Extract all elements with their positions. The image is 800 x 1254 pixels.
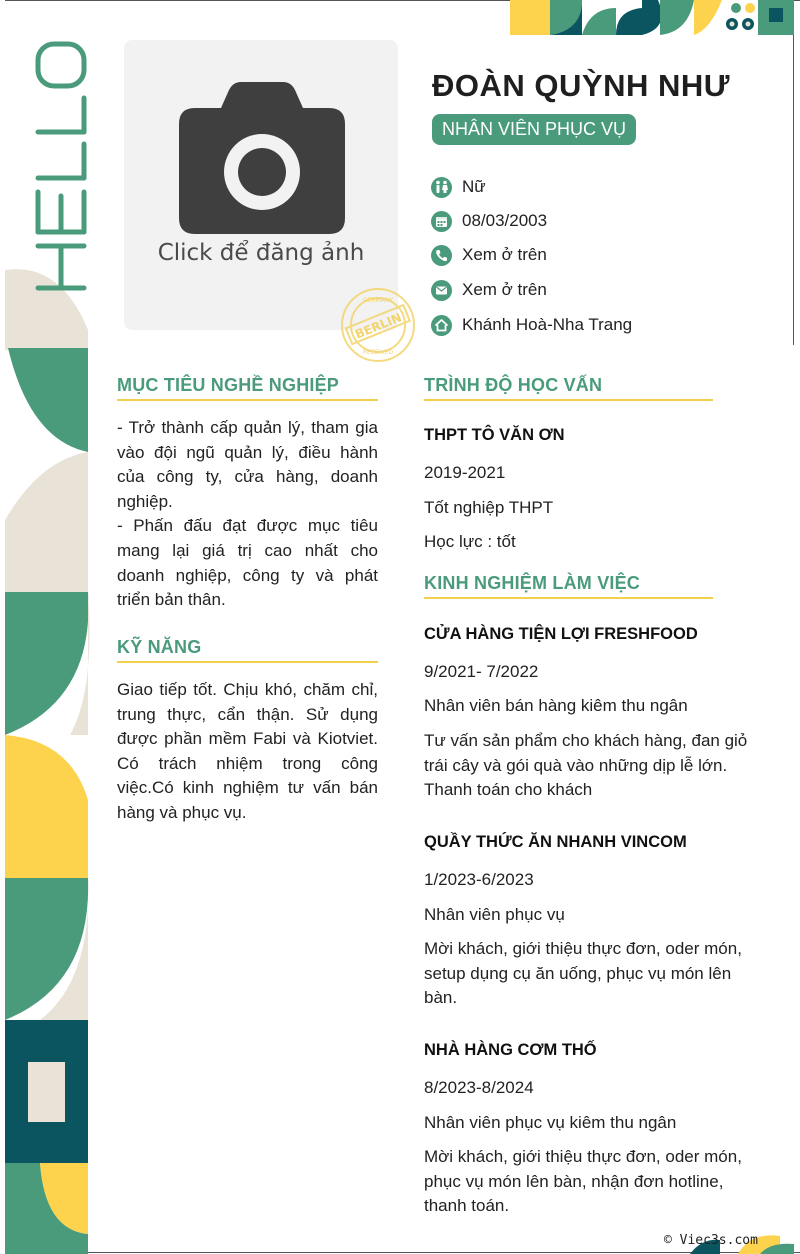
- job-position: Nhân viên phục vụ: [424, 905, 565, 924]
- left-decoration: [0, 0, 90, 1254]
- address-value: Khánh Hoà-Nha Trang: [462, 315, 633, 334]
- gender-value: Nữ: [462, 177, 486, 196]
- watermark: © Viec3s.com: [664, 1233, 758, 1248]
- objective-title: MỤC TIÊU NGHỀ NGHIỆP: [117, 375, 340, 395]
- job-description: Tư vấn sản phẩm cho khách hàng, đan giỏ trái cây và gói quà vào những dịp lễ lớn. Thanh toán cho khách: [424, 731, 748, 800]
- role-badge: NHÂN VIÊN PHỤC VỤ: [432, 114, 636, 145]
- svg-text:GERMANY: GERMANY: [362, 297, 394, 304]
- job-position: Nhân viên bán hàng kiêm thu ngân: [424, 696, 688, 715]
- email-icon: [431, 280, 452, 301]
- phone-row: [431, 243, 547, 267]
- education-grade: Học lực : tốt: [424, 532, 516, 551]
- job-description: Mời khách, giới thiệu thực đơn, oder món, setup dụng cụ ăn uống, phục vụ món lên bàn.: [424, 939, 742, 1008]
- berlin-stamp: [339, 286, 417, 364]
- page-border-bottom: [0, 1252, 800, 1253]
- calendar-icon: [431, 211, 452, 232]
- education-degree: Tốt nghiệp THPT: [424, 498, 554, 517]
- job-company: NHÀ HÀNG CƠM THỐ: [424, 1041, 597, 1059]
- education-title: TRÌNH ĐỘ HỌC VẤN: [424, 375, 603, 395]
- job-period: 9/2021- 7/2022: [424, 662, 539, 681]
- skills-divider: [117, 661, 378, 663]
- skills-text: Giao tiếp tốt. Chịu khó, chăm chỉ, trung thực, cẩn thận. Sử dụng được phần mềm Fabi và Kiotviet. Có trách nhiệm trong công việc.Có kinh nghiệm tư vấn bán hàng và phục vụ.: [117, 680, 378, 822]
- email-row: [431, 278, 547, 302]
- objective-line-1: - Trở thành cấp quản lý, tham gia vào đội ngũ quản lý, điều hành của công ty, cửa hàng, doanh nghiệp.: [117, 418, 378, 511]
- objective-text: [117, 416, 378, 613]
- svg-text:RECEIVED: RECEIVED: [362, 349, 394, 356]
- education-years: 2019-2021: [424, 463, 506, 482]
- page-border-right: [793, 0, 794, 345]
- experience-title: KINH NGHIỆM LÀM VIỆC: [424, 573, 641, 593]
- job-period: 8/2023-8/2024: [424, 1078, 534, 1097]
- experience-divider: [424, 597, 713, 599]
- birthday-value: 08/03/2003: [462, 211, 548, 230]
- gender-icon: [431, 177, 452, 198]
- job-period: 1/2023-6/2023: [424, 870, 534, 889]
- job-company: QUẦY THỨC ĂN NHANH VINCOM: [424, 833, 687, 851]
- job-position: Nhân viên phục vụ kiêm thu ngân: [424, 1113, 677, 1132]
- gender-row: [431, 175, 486, 199]
- phone-icon: [431, 245, 452, 266]
- phone-value: Xem ở trên: [462, 245, 547, 264]
- birthday-row: [431, 209, 547, 233]
- candidate-name: ĐOÀN QUỲNH NHƯ: [432, 68, 730, 103]
- top-decoration: [510, 0, 794, 35]
- school-name: THPT TÔ VĂN ƠN: [424, 426, 565, 444]
- education-divider: [424, 399, 713, 401]
- address-row: [431, 313, 632, 337]
- objective-line-2: - Phấn đấu đạt được mục tiêu mang lại giá trị cao nhất cho doanh nghiệp, công ty và phát triển bản thân.: [117, 516, 378, 610]
- email-value: Xem ở trên: [462, 280, 547, 299]
- photo-caption: Click để đăng ảnh: [157, 240, 365, 266]
- hello-text: [34, 40, 90, 292]
- top-shapes: [510, 0, 794, 35]
- skills-title: KỸ NĂNG: [117, 637, 202, 657]
- job-company: CỬA HÀNG TIỆN LỢI FRESHFOOD: [424, 625, 698, 643]
- camera-icon: [179, 82, 345, 234]
- home-icon: [431, 315, 452, 336]
- job-description: Mời khách, giới thiệu thực đơn, oder món, phục vụ món lên bàn, nhận đơn hotline, thanh toán.: [424, 1147, 742, 1216]
- objective-divider: [117, 399, 378, 401]
- svg-text:BERLIN: BERLIN: [353, 310, 404, 342]
